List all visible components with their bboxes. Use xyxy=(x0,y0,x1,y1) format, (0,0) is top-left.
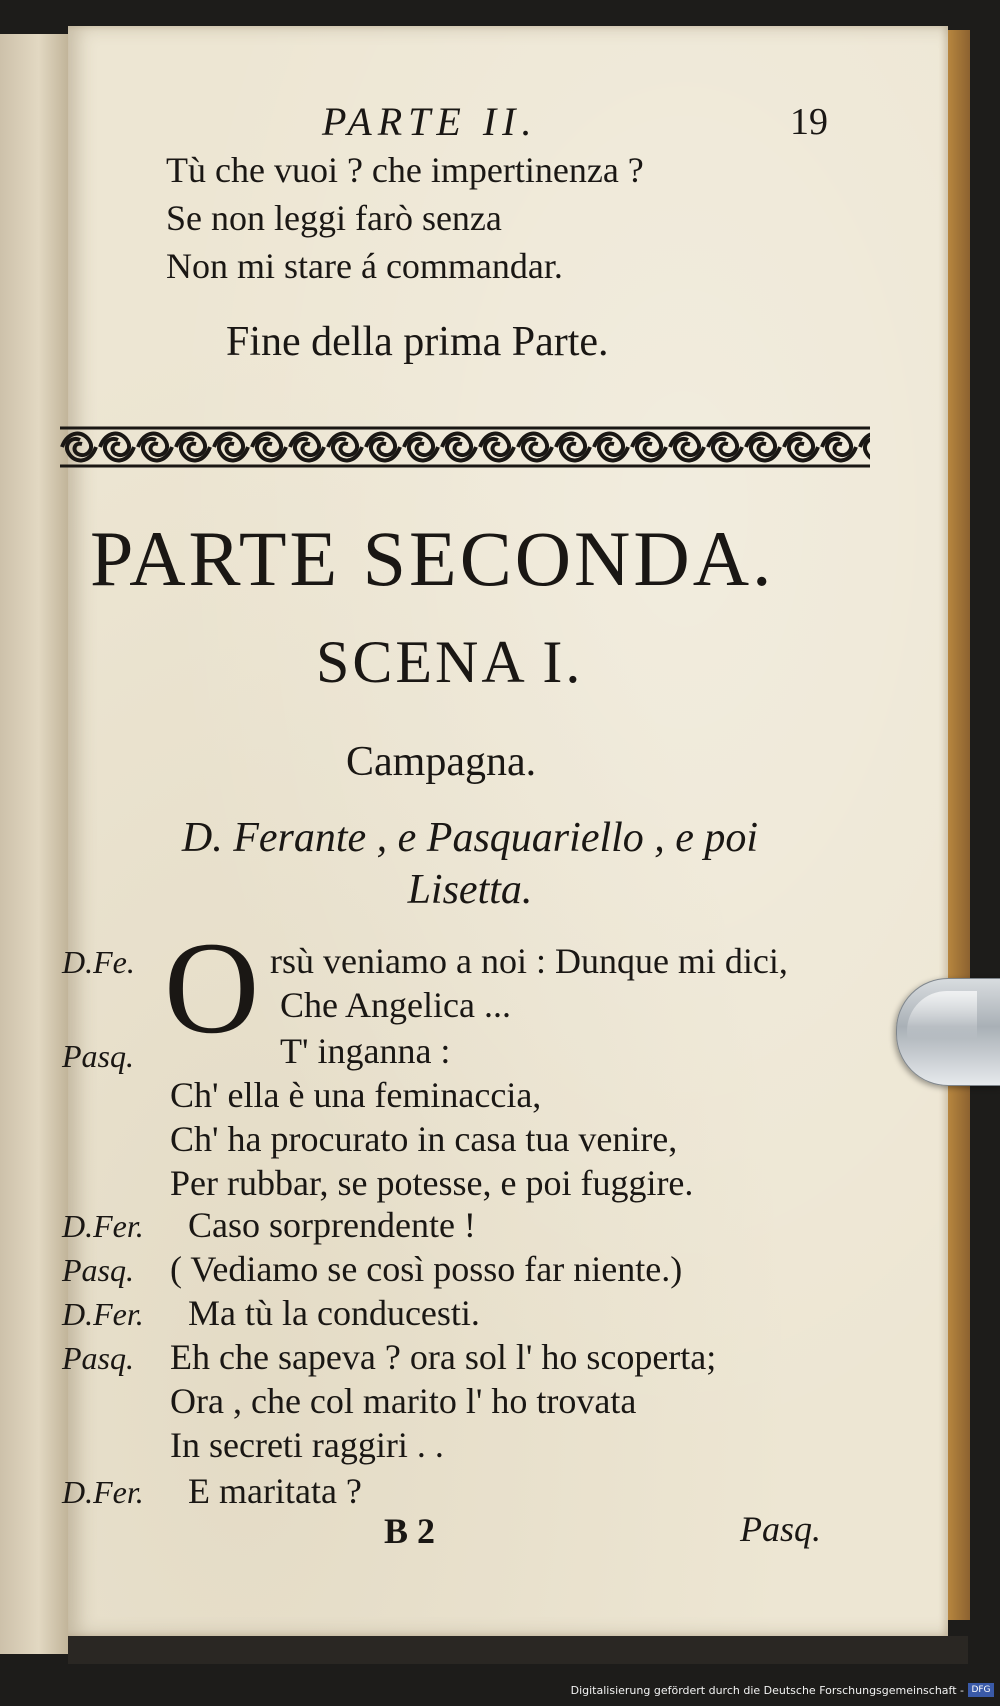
dialogue-line: Ma tù la conducesti. xyxy=(188,1293,480,1333)
verse-line: Se non leggi farò senza xyxy=(166,198,502,238)
dialogue-line: T' inganna : xyxy=(280,1031,451,1071)
dialogue-line: Che Angelica ... xyxy=(280,985,511,1025)
page-clip xyxy=(896,978,1000,1086)
ornament-band-icon xyxy=(60,424,870,470)
dialogue-line: Ch' ella è una feminaccia, xyxy=(170,1075,542,1115)
dialogue-line: Caso sorprendente ! xyxy=(188,1205,476,1245)
digitization-credit: Digitalisierung gefördert durch die Deutsche Forschungsgemeinschaft - xyxy=(570,1684,964,1697)
speaker-label: D.Fer. xyxy=(62,1296,144,1332)
speaker-label: D.Fer. xyxy=(62,1474,144,1510)
page-shadow xyxy=(68,1636,968,1664)
speaker-label: Pasq. xyxy=(62,1038,134,1074)
speaker-label: D.Fe. xyxy=(62,944,135,980)
dialogue-line: ( Vediamo se così posso far niente.) xyxy=(170,1249,683,1289)
dialogue-line: rsù veniamo a noi : Dunque mi dici, xyxy=(270,941,788,981)
catchword: Pasq. xyxy=(740,1509,821,1549)
verse-line: Non mi stare á commandar. xyxy=(166,246,563,286)
page-edge xyxy=(948,30,970,1620)
verse-line: Tù che vuoi ? che impertinenza ? xyxy=(166,150,644,190)
character-list: D. Ferante , e Pasquariello , e poi Lisetta. xyxy=(181,815,759,913)
dialogue-line: Eh che sapeva ? ora sol l' ho scoperta; xyxy=(170,1337,717,1377)
speaker-label: Pasq. xyxy=(62,1340,134,1376)
speaker-label: D.Fer. xyxy=(62,1208,144,1244)
end-of-part-line: Fine della prima Parte. xyxy=(226,319,609,365)
dialogue-line: Per rubbar, se potesse, e poi fuggire. xyxy=(170,1163,694,1203)
scene-location: Campagna. xyxy=(346,739,537,785)
dialogue-line: In secreti raggiri . . xyxy=(170,1425,444,1465)
speaker-label: Pasq. xyxy=(62,1252,134,1288)
part-title: PARTE SECONDA. xyxy=(90,515,775,602)
signature-mark: B 2 xyxy=(384,1511,436,1551)
scene-title: SCENA I. xyxy=(316,629,584,695)
dialogue-line: E maritata ? xyxy=(188,1471,362,1511)
dfg-logo: DFG xyxy=(968,1683,994,1697)
running-head: PARTE II. xyxy=(322,99,538,144)
dialogue-line: Ch' ha procurato in casa tua venire, xyxy=(170,1119,678,1159)
left-page-edge xyxy=(0,34,71,1654)
drop-cap: O xyxy=(164,914,260,1061)
clip-highlight xyxy=(907,991,977,1071)
dialogue-line: Ora , che col marito l' ho trovata xyxy=(170,1381,637,1421)
page-number: 19 xyxy=(790,101,828,143)
